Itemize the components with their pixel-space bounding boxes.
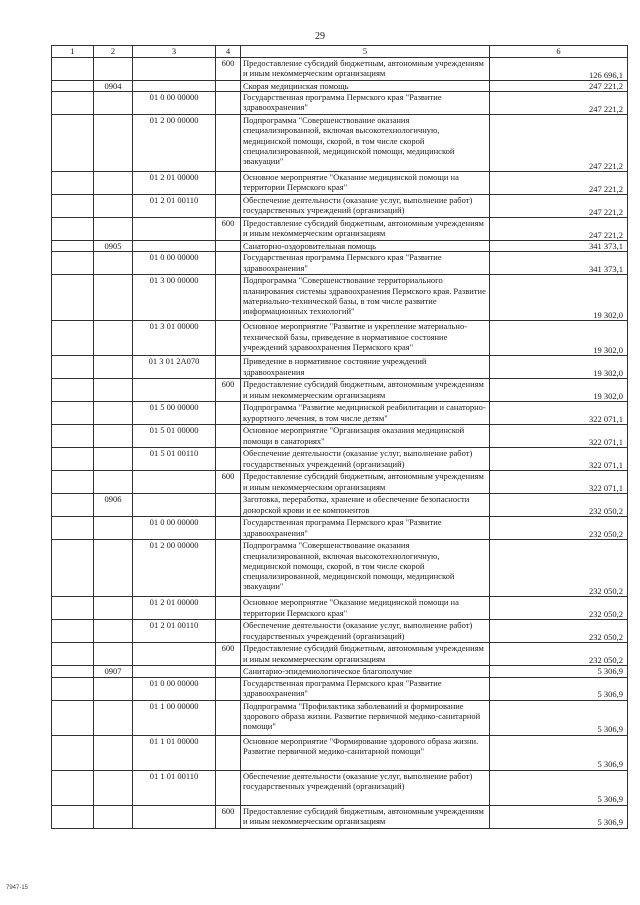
amount: 247 221,2 — [490, 81, 628, 92]
target-code — [133, 494, 216, 517]
col1-cell — [52, 275, 94, 321]
description: Скорая медицинская помощь — [241, 81, 490, 92]
expense-type-code: 600 — [216, 805, 241, 828]
description: Приведение в нормативное состояние учреждений здравоохранения — [241, 356, 490, 379]
table-row — [52, 321, 628, 356]
target-code: 01 2 01 00000 — [133, 172, 216, 195]
col1-cell — [52, 517, 94, 540]
table-row — [52, 172, 628, 195]
expense-type-code — [216, 677, 241, 700]
section-code — [94, 402, 133, 425]
col1-cell — [52, 620, 94, 643]
expense-type-code: 600 — [216, 471, 241, 494]
description: Основное мероприятие "Оказание медицинской помощи на территории Пермского края" — [241, 172, 490, 195]
description: Предоставление субсидий бюджетным, автономным учреждениям и иным некоммерческим организациям — [241, 805, 490, 828]
section-code — [94, 448, 133, 471]
table-row — [52, 448, 628, 471]
amount: 232 050,2 — [490, 540, 628, 597]
amount: 247 221,2 — [490, 218, 628, 241]
description: Предоставление субсидий бюджетным, автономным учреждениям и иным некоммерческим организациям — [241, 218, 490, 241]
table-row — [52, 356, 628, 379]
expense-type-code — [216, 252, 241, 275]
column-header: 3 — [133, 46, 216, 58]
description: Обеспечение деятельности (оказание услуг, выполнение работ) государственных учреждений (организаций) — [241, 195, 490, 218]
col1-cell — [52, 356, 94, 379]
amount: 322 071,1 — [490, 402, 628, 425]
target-code — [133, 218, 216, 241]
budget-table — [51, 45, 628, 829]
amount: 322 071,1 — [490, 425, 628, 448]
expense-type-code — [216, 402, 241, 425]
expense-type-code — [216, 700, 241, 735]
amount: 232 050,2 — [490, 517, 628, 540]
footer-code: 7947-15 — [6, 885, 29, 891]
expense-type-code — [216, 195, 241, 218]
expense-type-code — [216, 597, 241, 620]
column-number-row — [52, 46, 628, 58]
col1-cell — [52, 115, 94, 172]
target-code — [133, 643, 216, 666]
table-row — [52, 425, 628, 448]
col1-cell — [52, 677, 94, 700]
amount: 247 221,2 — [490, 172, 628, 195]
target-code: 01 2 00 00000 — [133, 115, 216, 172]
col1-cell — [52, 218, 94, 241]
col1-cell — [52, 58, 94, 81]
expense-type-code — [216, 620, 241, 643]
table-row — [52, 770, 628, 805]
table-row — [52, 700, 628, 735]
section-code — [94, 770, 133, 805]
expense-type-code — [216, 448, 241, 471]
section-code — [94, 356, 133, 379]
col1-cell — [52, 379, 94, 402]
description: Государственная программа Пермского края "Развитие здравоохранения" — [241, 92, 490, 115]
description: Подпрограмма "Совершенствование территориального планирования системы здравоохранения Пермского края. Развитие материально-технической базы, в том числе развитие информационных технологий" — [241, 275, 490, 321]
section-code — [94, 597, 133, 620]
expense-type-code — [216, 494, 241, 517]
column-header: 6 — [490, 46, 628, 58]
table-row — [52, 597, 628, 620]
table-row — [52, 402, 628, 425]
target-code — [133, 805, 216, 828]
amount: 19 302,0 — [490, 275, 628, 321]
expense-type-code — [216, 735, 241, 770]
expense-type-code: 600 — [216, 58, 241, 81]
section-code — [94, 620, 133, 643]
budget-table-body — [52, 46, 628, 829]
section-code: 0907 — [94, 666, 133, 677]
description: Основное мероприятие "Развитие и укрепление материально-технической базы, приведение в нормативное состояние учреждений здравоохранения Пермского края" — [241, 321, 490, 356]
expense-type-code — [216, 770, 241, 805]
col1-cell — [52, 172, 94, 195]
section-code — [94, 58, 133, 81]
amount: 5 306,9 — [490, 700, 628, 735]
table-row — [52, 471, 628, 494]
amount: 232 050,2 — [490, 597, 628, 620]
expense-type-code — [216, 666, 241, 677]
target-code — [133, 471, 216, 494]
amount: 341 373,1 — [490, 241, 628, 252]
target-code: 01 3 00 00000 — [133, 275, 216, 321]
section-code: 0905 — [94, 241, 133, 252]
section-code — [94, 321, 133, 356]
description: Обеспечение деятельности (оказание услуг, выполнение работ) государственных учреждений (организаций) — [241, 770, 490, 805]
description: Подпрограмма "Совершенствование оказания специализированной, включая высокотехнологичную, медицинской помощи, скорой, в том числе скорой специализированной, медицинской помощи, медицинской эвакуации" — [241, 115, 490, 172]
table-row — [52, 379, 628, 402]
section-code: 0906 — [94, 494, 133, 517]
amount: 232 050,2 — [490, 620, 628, 643]
amount: 19 302,0 — [490, 356, 628, 379]
target-code: 01 5 01 00110 — [133, 448, 216, 471]
table-row — [52, 275, 628, 321]
table-row — [52, 517, 628, 540]
col1-cell — [52, 494, 94, 517]
amount: 247 221,2 — [490, 195, 628, 218]
table-row — [52, 81, 628, 92]
section-code — [94, 218, 133, 241]
amount: 232 050,2 — [490, 643, 628, 666]
amount: 232 050,2 — [490, 494, 628, 517]
section-code — [94, 540, 133, 597]
description: Подпрограмма "Профилактика заболеваний и формирование здорового образа жизни. Развитие первичной медико-санитарной помощи" — [241, 700, 490, 735]
target-code: 01 5 00 00000 — [133, 402, 216, 425]
section-code — [94, 92, 133, 115]
target-code: 01 1 01 00000 — [133, 735, 216, 770]
table-row — [52, 666, 628, 677]
table-row — [52, 218, 628, 241]
col1-cell — [52, 252, 94, 275]
target-code: 01 2 01 00000 — [133, 597, 216, 620]
table-row — [52, 643, 628, 666]
description: Основное мероприятие "Организация оказания медицинской помощи в санаториях" — [241, 425, 490, 448]
description: Обеспечение деятельности (оказание услуг, выполнение работ) государственных учреждений (организаций) — [241, 448, 490, 471]
col1-cell — [52, 241, 94, 252]
target-code: 01 5 01 00000 — [133, 425, 216, 448]
section-code — [94, 172, 133, 195]
description: Основное мероприятие "Формирование здорового образа жизни. Развитие первичной медико-санитарной помощи" — [241, 735, 490, 770]
description: Подпрограмма "Совершенствование оказания специализированной, включая высокотехнологичную, медицинской помощи, скорой, в том числе скорой специализированной, медицинской помощи, медицинской эвакуации" — [241, 540, 490, 597]
col1-cell — [52, 666, 94, 677]
target-code: 01 2 01 00110 — [133, 620, 216, 643]
col1-cell — [52, 805, 94, 828]
col1-cell — [52, 448, 94, 471]
expense-type-code — [216, 92, 241, 115]
section-code — [94, 115, 133, 172]
col1-cell — [52, 471, 94, 494]
column-header: 2 — [94, 46, 133, 58]
section-code — [94, 677, 133, 700]
table-row — [52, 92, 628, 115]
expense-type-code: 600 — [216, 218, 241, 241]
col1-cell — [52, 321, 94, 356]
target-code — [133, 241, 216, 252]
expense-type-code — [216, 356, 241, 379]
col1-cell — [52, 402, 94, 425]
col1-cell — [52, 735, 94, 770]
column-header: 1 — [52, 46, 94, 58]
target-code: 01 2 00 00000 — [133, 540, 216, 597]
col1-cell — [52, 597, 94, 620]
amount: 247 221,2 — [490, 92, 628, 115]
column-header: 4 — [216, 46, 241, 58]
amount: 126 696,1 — [490, 58, 628, 81]
section-code — [94, 643, 133, 666]
section-code — [94, 700, 133, 735]
col1-cell — [52, 700, 94, 735]
col1-cell — [52, 643, 94, 666]
expense-type-code — [216, 115, 241, 172]
description: Обеспечение деятельности (оказание услуг, выполнение работ) государственных учреждений (организаций) — [241, 620, 490, 643]
target-code: 01 0 00 00000 — [133, 92, 216, 115]
target-code: 01 2 01 00110 — [133, 195, 216, 218]
section-code — [94, 252, 133, 275]
col1-cell — [52, 81, 94, 92]
amount: 322 071,1 — [490, 448, 628, 471]
expense-type-code — [216, 275, 241, 321]
col1-cell — [52, 425, 94, 448]
section-code — [94, 425, 133, 448]
table-row — [52, 494, 628, 517]
section-code — [94, 275, 133, 321]
table-row — [52, 805, 628, 828]
col1-cell — [52, 770, 94, 805]
col1-cell — [52, 540, 94, 597]
description: Предоставление субсидий бюджетным, автономным учреждениям и иным некоммерческим организациям — [241, 379, 490, 402]
target-code: 01 3 01 2А070 — [133, 356, 216, 379]
description: Государственная программа Пермского края "Развитие здравоохранения" — [241, 517, 490, 540]
expense-type-code — [216, 517, 241, 540]
amount: 5 306,9 — [490, 677, 628, 700]
col1-cell — [52, 195, 94, 218]
expense-type-code — [216, 425, 241, 448]
target-code: 01 3 01 00000 — [133, 321, 216, 356]
amount: 19 302,0 — [490, 379, 628, 402]
expense-type-code — [216, 241, 241, 252]
target-code: 01 1 01 00110 — [133, 770, 216, 805]
target-code — [133, 81, 216, 92]
description: Подпрограмма "Развитие медицинской реабилитации и санаторно-курортного лечения, в том числе детям" — [241, 402, 490, 425]
table-row — [52, 677, 628, 700]
description: Государственная программа Пермского края "Развитие здравоохранения" — [241, 677, 490, 700]
table-row — [52, 620, 628, 643]
table-row — [52, 540, 628, 597]
col1-cell — [52, 92, 94, 115]
section-code — [94, 517, 133, 540]
page-number: 29 — [315, 31, 325, 42]
description: Предоставление субсидий бюджетным, автономным учреждениям и иным некоммерческим организациям — [241, 471, 490, 494]
section-code — [94, 735, 133, 770]
table-row — [52, 115, 628, 172]
target-code — [133, 58, 216, 81]
expense-type-code — [216, 540, 241, 597]
description: Санитарно-эпидемиологическое благополучие — [241, 666, 490, 677]
amount: 322 071,1 — [490, 471, 628, 494]
table-row — [52, 58, 628, 81]
column-header: 5 — [241, 46, 490, 58]
section-code — [94, 195, 133, 218]
amount: 247 221,2 — [490, 115, 628, 172]
amount: 19 302,0 — [490, 321, 628, 356]
target-code — [133, 666, 216, 677]
target-code: 01 1 00 00000 — [133, 700, 216, 735]
amount: 5 306,9 — [490, 805, 628, 828]
amount: 5 306,9 — [490, 770, 628, 805]
amount: 5 306,9 — [490, 735, 628, 770]
section-code: 0904 — [94, 81, 133, 92]
amount: 5 306,9 — [490, 666, 628, 677]
table-row — [52, 735, 628, 770]
description: Заготовка, переработка, хранение и обеспечение безопасности донорской крови и ее компонентов — [241, 494, 490, 517]
target-code — [133, 379, 216, 402]
expense-type-code: 600 — [216, 643, 241, 666]
section-code — [94, 379, 133, 402]
expense-type-code — [216, 321, 241, 356]
expense-type-code: 600 — [216, 379, 241, 402]
target-code: 01 0 00 00000 — [133, 252, 216, 275]
table-row — [52, 252, 628, 275]
section-code — [94, 805, 133, 828]
target-code: 01 0 00 00000 — [133, 517, 216, 540]
description: Предоставление субсидий бюджетным, автономным учреждениям и иным некоммерческим организациям — [241, 643, 490, 666]
table-row — [52, 241, 628, 252]
table-row — [52, 195, 628, 218]
expense-type-code — [216, 81, 241, 92]
description: Государственная программа Пермского края "Развитие здравоохранения" — [241, 252, 490, 275]
description: Предоставление субсидий бюджетным, автономным учреждениям и иным некоммерческим организациям — [241, 58, 490, 81]
target-code: 01 0 00 00000 — [133, 677, 216, 700]
section-code — [94, 471, 133, 494]
amount: 341 373,1 — [490, 252, 628, 275]
expense-type-code — [216, 172, 241, 195]
description: Основное мероприятие "Оказание медицинской помощи на территории Пермского края" — [241, 597, 490, 620]
description: Санаторно-оздоровительная помощь — [241, 241, 490, 252]
